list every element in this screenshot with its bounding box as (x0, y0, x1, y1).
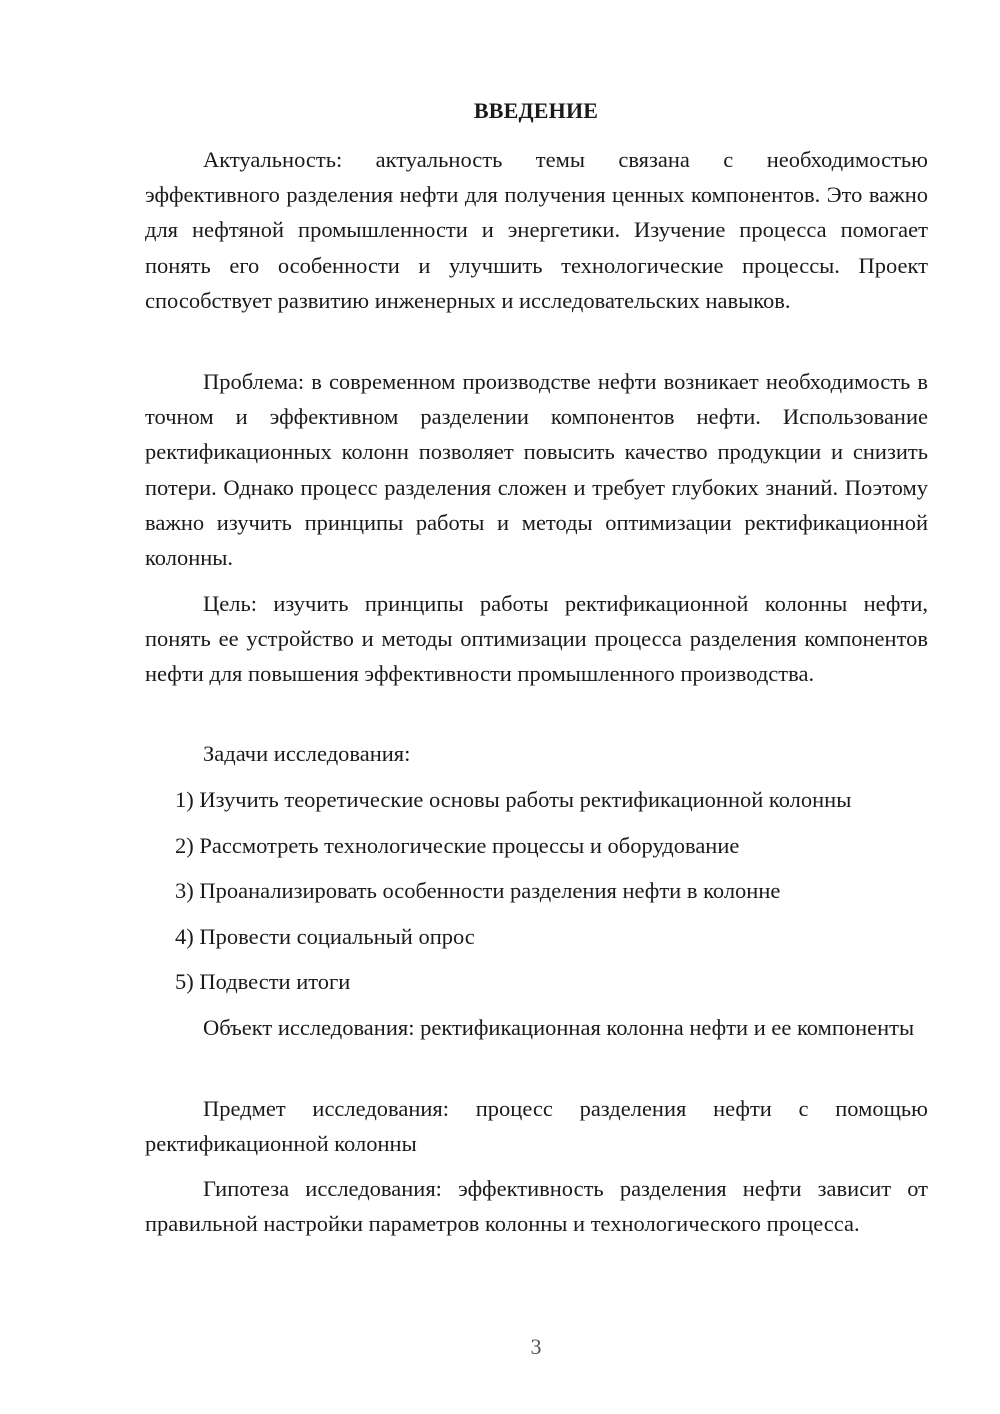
object-paragraph: Объект исследования: ректификационная колонна нефти и ее компоненты (203, 1015, 915, 1040)
task-item-5: 5) Подвести итоги (175, 969, 351, 994)
hypothesis-paragraph: Гипотеза исследования: эффективность разделения нефти зависит от правильной настройки параметров колонны и технологического процесса. (145, 1176, 928, 1237)
task-item-2: 2) Рассмотреть технологические процессы и оборудование (175, 832, 740, 858)
tasks-heading: Задачи исследования: (203, 741, 411, 766)
task-item-4: 4) Провести социальный опрос (175, 923, 475, 949)
page-number: 3 (530, 1334, 542, 1359)
problem-paragraph: Проблема: в современном производстве нефти возникает необходимость в точном и эффективном разделении компонентов нефти. Использование ректификационных колонн позволяет повысить качество продукции и снизить потери. Однако процесс разделения сложен и требует глубоких знаний. Поэтому важно изучить принципы работы и методы оптимизации ректификационной колонны. (145, 369, 928, 571)
goal-paragraph: Цель: изучить принципы работы ректификационной колонны нефти, понять ее устройство и методы оптимизации процесса разделения компонентов нефти для повышения эффективности промышленного производства. (145, 591, 928, 687)
tasks-list (175, 782, 851, 1010)
relevance-paragraph: Актуальность: актуальность темы связана с необходимостью эффективного разделения нефти для получения ценных компонентов. Это важно для нефтяной промышленности и энергетики. Изучение процесса помогает понять его особенности и улучшить технологические процессы. Проект способствует развитию инженерных и исследовательских навыков. (145, 147, 928, 313)
task-item-3: 3) Проанализировать особенности разделения нефти в колонне (175, 878, 781, 903)
task-item-1: 1) Изучить теоретические основы работы ректификационной колонны (175, 787, 852, 812)
subject-paragraph: Предмет исследования: процесс разделения нефти с помощью ректификационной колонны (145, 1096, 928, 1157)
page-title: ВВЕДЕНИЕ (473, 98, 599, 123)
